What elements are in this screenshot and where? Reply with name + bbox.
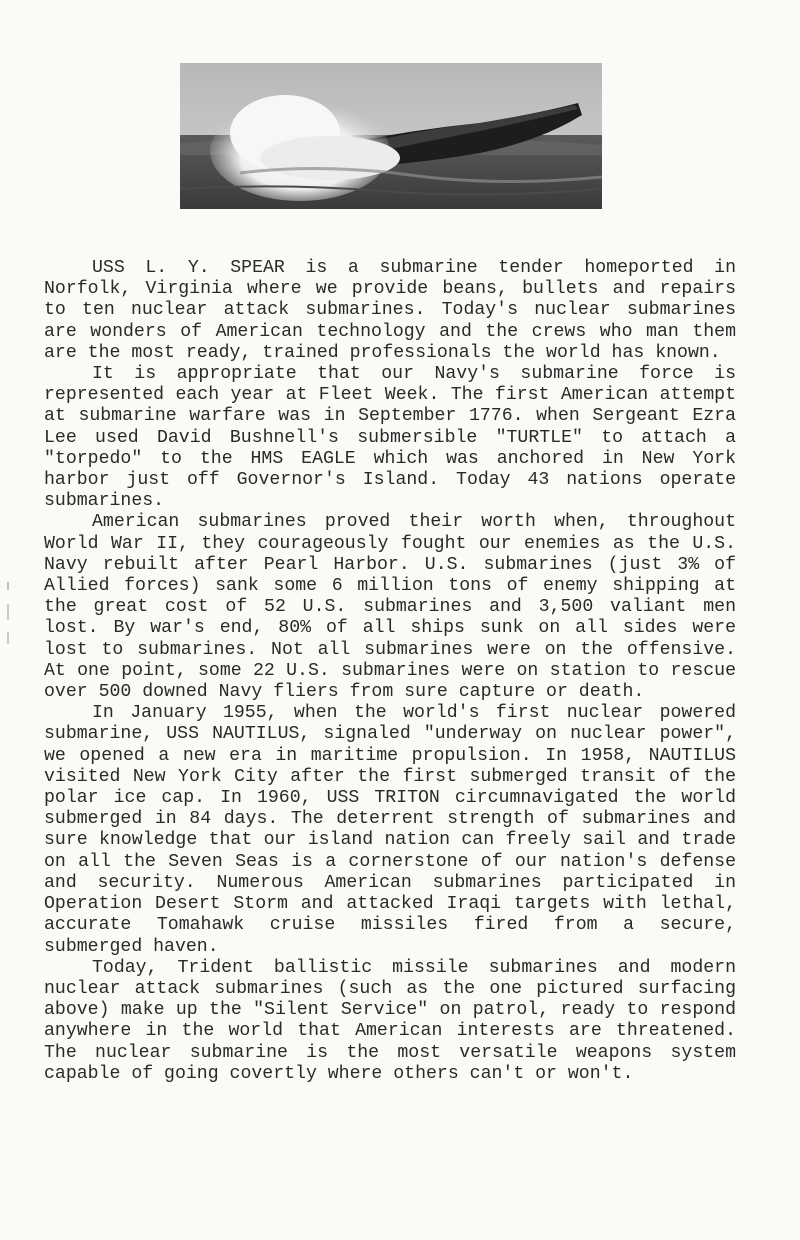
- paragraph-nuclear-era: In January 1955, when the world's first nuclear powered submarine, USS NAUTILUS, signaled "underway on nuclear power", we opened a new era in maritime propulsion. In 1958, NAUTILUS visited New York City after the first submerged transit of the polar ice cap. In 1960, USS TRITON circumnavigated the world submerged in 84 days. The deterrent strength of submarines and sure knowledge that our island nation can freely sail and trade on all the Seven Seas is a cornerstone of our nation's defense and security. Numerous American submarines participated in Operation Desert Storm and attacked Iraqi targets with lethal, accurate Tomahawk cruise missiles fired from a secure, submerged haven.: [44, 703, 736, 957]
- paragraph-fleet-week: It is appropriate that our Navy's submarine force is represented each year at Fleet Week. The first American attempt at submarine warfare was in September 1776. when Sergeant Ezra Lee used David Bushnell's submersible "TURTLE" to attach a "torpedo" to the HMS EAGLE which was anchored in New York harbor just off Governor's Island. Today 43 nations operate submarines.: [44, 364, 736, 512]
- paragraph-silent-service: Today, Trident ballistic missile submarines and modern nuclear attack submarines (such as the one pictured surfacing above) make up the "Silent Service" on patrol, ready to respond anywhere in the world that American interests are threatened. The nuclear submarine is the most versatile weapons system capable of going covertly where others can't or won't.: [44, 957, 736, 1084]
- paragraph-world-war-ii: American submarines proved their worth when, throughout World War II, they courageously fought our enemies as the U.S. Navy rebuilt after Pearl Harbor. U.S. submarines (just 3% of Allied forces) sank some 6 million tons of enemy shipping at the great cost of 52 U.S. submarines and 3,500 valiant men lost. By war's end, 80% of all ships sunk on all sides were lost to submarines. Not all submarines were on the offensive. At one point, some 22 U.S. submarines were on station to rescue over 500 downed Navy fliers from sure capture or death.: [44, 512, 736, 703]
- paragraph-spear-intro: USS L. Y. SPEAR is a submarine tender homeported in Norfolk, Virginia where we provide beans, bullets and repairs to ten nuclear attack submarines. Today's nuclear submarines are wonders of American technology and the crews who man them are the most ready, trained professionals the world has known.: [44, 258, 736, 363]
- submarine-surfacing-image: [180, 63, 602, 209]
- binding-hole-marks: [2, 582, 12, 652]
- article-body: [44, 258, 736, 1085]
- submarine-photo: [180, 63, 602, 209]
